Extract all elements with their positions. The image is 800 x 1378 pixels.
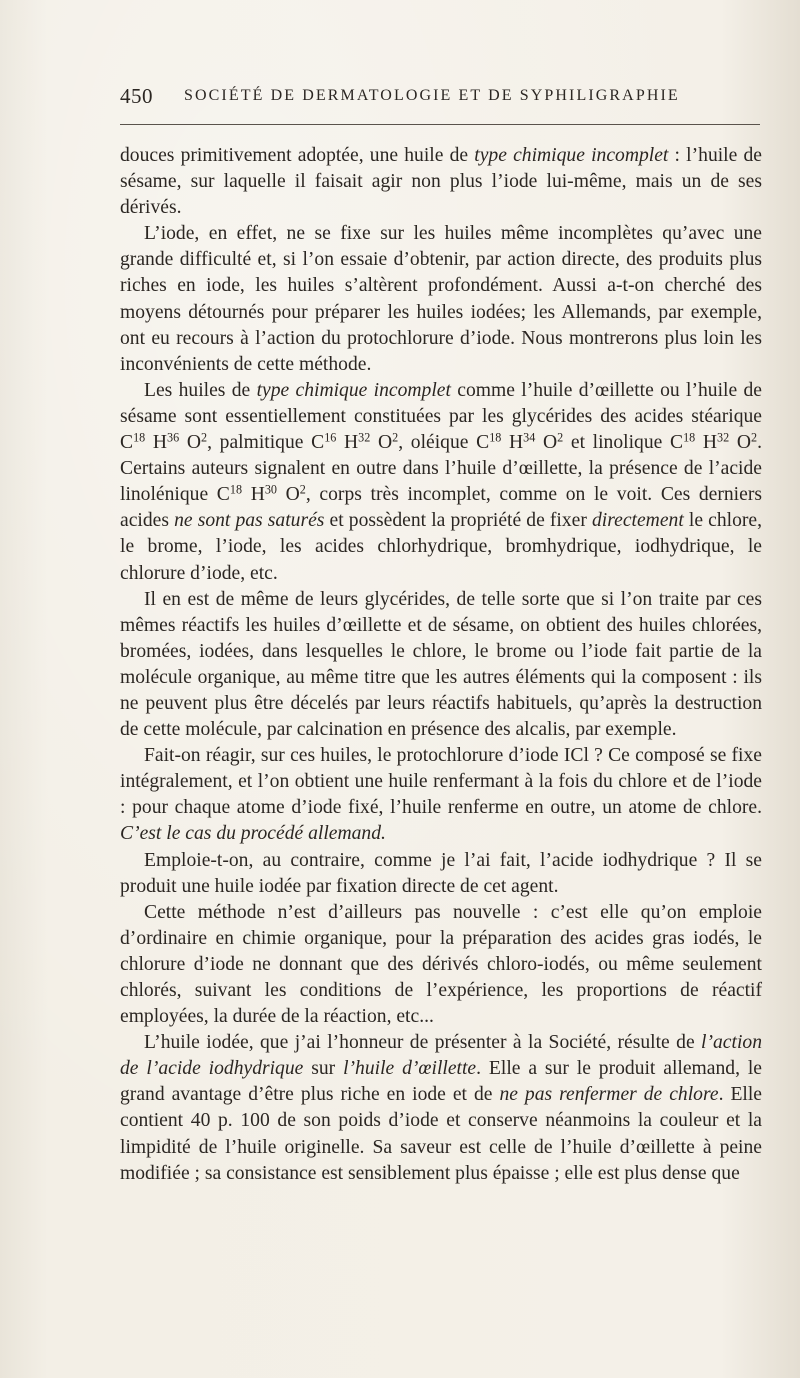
text-run: H xyxy=(695,432,718,454)
text-run: H xyxy=(336,432,359,454)
text-run: L’iode, en effet, ne se fixe sur les huiles même incomplètes qu’avec une grande difficulté et, si l’on essaie d’obtenir, par action directe, des produits plus riches en iode, les huiles s’altèrent profondément. Aussi a-t-on cherché des moyens détournés pour préparer les huiles iodées; les Allemands, par exemple, ont eu recours à l’action du protochlorure d’iode. Nous montrerons plus loin les inconvénients de cette méthode. xyxy=(120,223,762,375)
paragraph-p4 xyxy=(120,587,762,744)
superscript: 18 xyxy=(133,430,146,445)
text-run: Les huiles de xyxy=(144,379,257,401)
text-run: H xyxy=(242,484,265,506)
text-run: comme l’huile d’œillette ou l’huile de sésame sont essentiellement constituées par les glycérides des acides stéarique C xyxy=(120,379,762,454)
text-run: sur xyxy=(303,1058,344,1080)
header-rule xyxy=(120,124,760,125)
superscript: 34 xyxy=(523,430,536,445)
text-run: . Elle a sur le produit allemand, le grand avantage d’être plus riche en iode et de xyxy=(120,1058,762,1106)
text-run: H xyxy=(145,432,168,454)
page-number: 450 xyxy=(120,84,153,108)
paragraph-p3 xyxy=(120,378,762,587)
italic-text: l’action de l’acide iodhydrique xyxy=(120,1032,762,1080)
paragraph-p7 xyxy=(120,900,762,1030)
text-run: et linolique C xyxy=(563,432,684,454)
superscript: 16 xyxy=(324,430,337,445)
superscript: 2 xyxy=(299,482,306,497)
text-run: . Elle contient 40 p. 100 de son poids d’iode et conserve néanmoins la couleur et la limpidité de l’huile originelle. Sa saveur est celle de l’huile d’œillette à peine modifiée ; sa consistance est sensiblement plus épaisse ; elle est plus dense que xyxy=(120,1084,762,1184)
superscript: 18 xyxy=(683,430,696,445)
running-title: SOCIÉTÉ DE DERMATOLOGIE ET DE SYPHILIGRAPHIE xyxy=(184,87,680,104)
superscript: 2 xyxy=(751,430,758,445)
text-run: Emploie-t-on, au contraire, comme je l’ai fait, l’acide iodhydrique ? Il se produit une huile iodée par fixation directe de cet agent. xyxy=(120,849,762,897)
text-run: O xyxy=(729,432,752,454)
text-run: O xyxy=(535,432,558,454)
superscript: 36 xyxy=(167,430,180,445)
paragraph-p5 xyxy=(120,743,762,847)
superscript: 30 xyxy=(264,482,277,497)
page-header xyxy=(120,84,760,114)
paragraph-p8 xyxy=(120,1030,762,1187)
text-run: O xyxy=(370,432,393,454)
superscript: 32 xyxy=(358,430,371,445)
text-run: douces primitivement adoptée, une huile de xyxy=(120,145,475,166)
superscript: 2 xyxy=(557,430,564,445)
text-run: , corps très incomplet, comme on le voit. Ces derniers acides xyxy=(120,484,762,532)
paragraph-p2 xyxy=(120,221,762,378)
text-run: , oléique C xyxy=(398,432,490,454)
paragraph-p1 xyxy=(120,143,762,221)
superscript: 18 xyxy=(489,430,502,445)
italic-text: l’huile d’œillette xyxy=(343,1058,477,1080)
text-run: et possèdent la propriété de fixer xyxy=(324,510,592,532)
text-run: H xyxy=(501,432,524,454)
italic-text: C’est le cas du procédé allemand. xyxy=(120,823,386,845)
text-run: Fait-on réagir, sur ces huiles, le protochlorure d’iode ICl ? Ce composé se fixe intégralement, et l’on obtient une huile renfermant à la fois du chlore et de l’iode : pour chaque atome d’iode fixé, l’huile renferme en outre, un atome de chlore. xyxy=(120,745,762,819)
text-run: : l’huile de sésame, sur laquelle il faisait agir non plus l’iode lui-même, mais un de ses dérivés. xyxy=(120,145,762,219)
italic-text: type chimique incomplet xyxy=(474,145,669,166)
text-run: Il en est de même de leurs glycérides, de telle sorte que si l’on traite par ces mêmes réactifs les huiles d’œillette et de sésame, on obtient des huiles chlorées, bromées, iodées, dans lesquelles le chlore, le brome ou l’iode fait partie de la molécule organique, au même titre que les autres éléments qui la composent : ils ne peuvent plus être décelés par leurs réactifs habituels, qu’après la destruction de cette molécule, par calcination en présence des alcalis, par exemple. xyxy=(120,588,762,741)
superscript: 2 xyxy=(392,430,399,445)
text-run: O xyxy=(276,484,300,506)
text-run: , palmitique C xyxy=(207,432,325,454)
text-run: O xyxy=(179,432,202,454)
body-text xyxy=(120,143,762,1187)
italic-text: ne sont pas saturés xyxy=(174,510,325,532)
italic-text: type chimique incomplet xyxy=(256,379,451,401)
italic-text: directement xyxy=(592,510,684,532)
text-run: . Certains auteurs signalent en outre dans l’huile d’œillette, la présence de l’acide linolénique C xyxy=(120,432,762,506)
text-run: Cette méthode n’est d’ailleurs pas nouvelle : c’est elle qu’on emploie d’ordinaire en chimie organique, pour la préparation des acides gras iodés, le chlorure d’iode ne donnant que des dérivés chloro-iodés, ou même seulement chlorés, suivant les conditions de l’expérience, les proportions de réactif employées, la durée de la réaction, etc... xyxy=(120,901,762,1028)
superscript: 2 xyxy=(201,430,208,445)
superscript: 32 xyxy=(717,430,730,445)
italic-text: ne pas renfermer de chlore xyxy=(499,1084,719,1106)
text-run: le chlore, le brome, l’iode, les acides chlorhydrique, bromhydrique, iodhydrique, le chlorure d’iode, etc. xyxy=(120,510,762,584)
text-run: L’huile iodée, que j’ai l’honneur de présenter à la Société, résulte de xyxy=(144,1032,702,1054)
paragraph-p6 xyxy=(120,848,762,900)
superscript: 18 xyxy=(229,482,243,497)
